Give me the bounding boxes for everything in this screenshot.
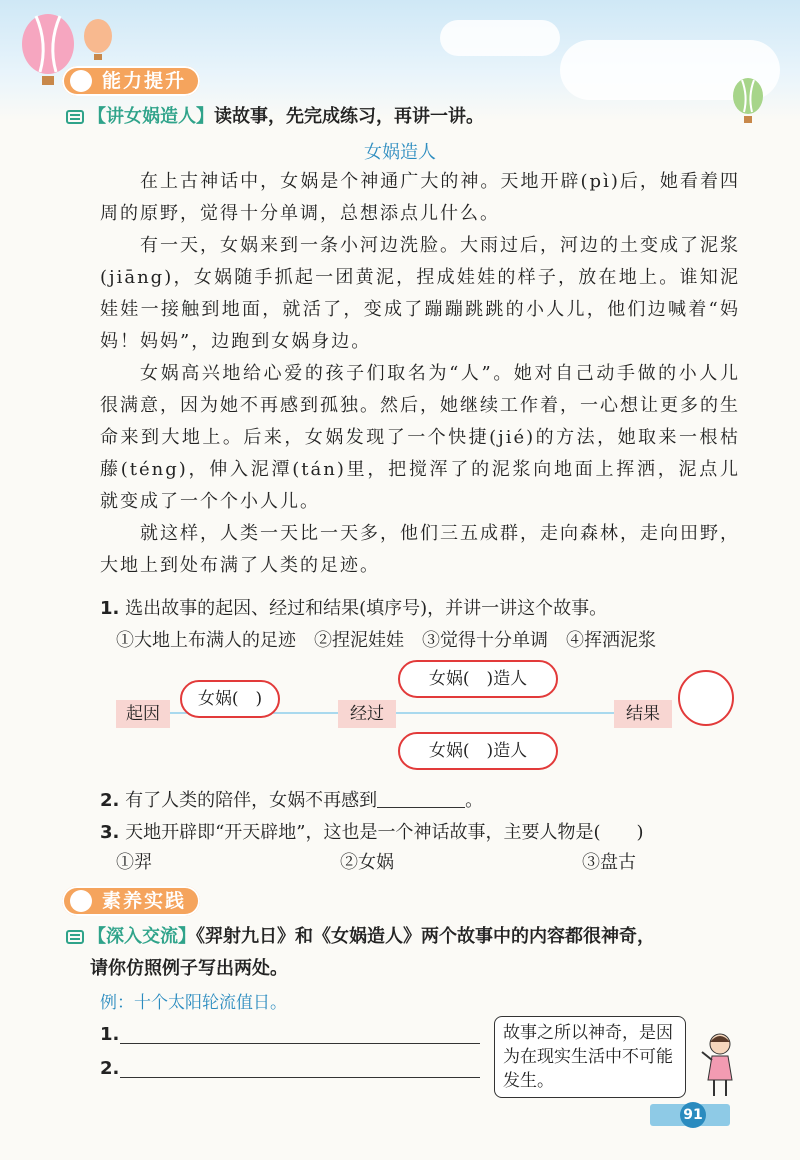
list-icon <box>66 110 84 124</box>
question-1 <box>100 594 607 620</box>
list-icon <box>66 930 84 944</box>
story-paragraph: 在上古神话中，女娲是个神通广大的神。天地开辟(pì)后，她看着四周的原野，觉得十分单调，总想添点儿什么。 <box>100 171 740 224</box>
story-paragraph: 有一天，女娲来到一条小河边洗脸。大雨过后，河边的土变成了泥浆(jiāng)，女娲随手抓起一团黄泥，捏成娃娃的样子，放在地上。谁知泥娃娃一接触到地面，就活了，变成了蹦蹦跳跳的小人儿，他们边喊着“妈妈！妈妈”，边跑到女娲身边。 <box>100 235 740 352</box>
diagram-middle: 经过 <box>338 700 396 728</box>
story-paragraph: 就这样，人类一天比一天多，他们三五成群，走向森林，走向田野，大地上到处布满了人类的足迹。 <box>100 523 740 576</box>
task-text: 《羿射九日》和《女娲造人》两个故事中的内容都很神奇， <box>196 926 655 947</box>
section-badge-label: 能力提升 <box>102 70 187 92</box>
question-text: 选出故事的起因、经过和结果(填序号)，并讲一讲这个故事。 <box>125 598 608 619</box>
question-number: 2. <box>100 790 120 811</box>
question-3 <box>100 818 644 844</box>
answer-bubble-middle-top[interactable]: 女娲( )造人 <box>398 660 558 698</box>
diagram-end: 结果 <box>614 700 672 728</box>
task-instruction-2 <box>66 926 655 948</box>
write-number: 1. <box>100 1024 120 1045</box>
task-instruction-1 <box>66 106 484 128</box>
answer-bubble-end[interactable] <box>678 670 734 726</box>
page-number: 91 <box>680 1102 706 1128</box>
sky-background <box>0 0 800 120</box>
section-badge-practice <box>62 886 200 916</box>
question-1-options: ①大地上布满人的足迹 ②捏泥娃娃 ③觉得十分单调 ④挥洒泥浆 <box>116 630 656 651</box>
write-line[interactable] <box>120 1076 480 1078</box>
question-end: 。 <box>465 790 484 811</box>
task-tag: 【讲女娲造人】 <box>88 106 214 127</box>
story-paragraph: 女娲高兴地给心爱的孩子们取名为“人”。她对自己动手做的小人儿很满意，因为她不再感到孤独。然后，她继续工作着，一心想让更多的生命来到大地上。后来，女娲发现了一个快捷(jié)的方法，她取来一根枯藤(téng)，伸入泥潭(tán)里，把搅浑了的泥浆向地面上挥洒，泥点儿就变成了一个个小人儿。 <box>100 363 740 512</box>
answer-bubble-start[interactable]: 女娲( ) <box>180 680 280 718</box>
task-text-line2: 请你仿照例子写出两处。 <box>90 958 288 979</box>
option[interactable]: ②女娲 <box>340 852 394 873</box>
question-text: 天地开辟即“开天辟地”，这也是一个神话故事，主要人物是( ) <box>125 822 644 843</box>
notebook-icon <box>70 70 92 92</box>
answer-bubble-middle-bottom[interactable]: 女娲( )造人 <box>398 732 558 770</box>
answer-blank[interactable] <box>377 789 465 808</box>
option[interactable]: ③盘古 <box>582 852 636 873</box>
question-2 <box>100 786 483 812</box>
question-number: 3. <box>100 822 120 843</box>
section-badge-label: 素养实践 <box>102 890 187 912</box>
girl-character-icon <box>698 1030 742 1100</box>
question-text: 有了人类的陪伴，女娲不再感到 <box>125 790 378 811</box>
story-title: 女娲造人 <box>364 142 436 163</box>
tip-speech-box: 故事之所以神奇，是因为在现实生活中不可能发生。 <box>494 1016 686 1098</box>
question-number: 1. <box>100 598 120 619</box>
cloud-decoration <box>440 20 560 56</box>
hot-air-balloon-icon <box>728 76 768 132</box>
option[interactable]: ①羿 <box>116 852 152 873</box>
section-badge-ability <box>62 66 200 96</box>
write-line[interactable] <box>120 1042 480 1044</box>
diagram-start: 起因 <box>116 700 170 728</box>
example-text: 例：十个太阳轮流值日。 <box>100 993 287 1013</box>
task-text: 读故事，先完成练习，再讲一讲。 <box>214 106 484 127</box>
write-number: 2. <box>100 1058 120 1079</box>
task-tag: 【深入交流】 <box>88 926 196 947</box>
pencil-icon <box>70 890 92 912</box>
